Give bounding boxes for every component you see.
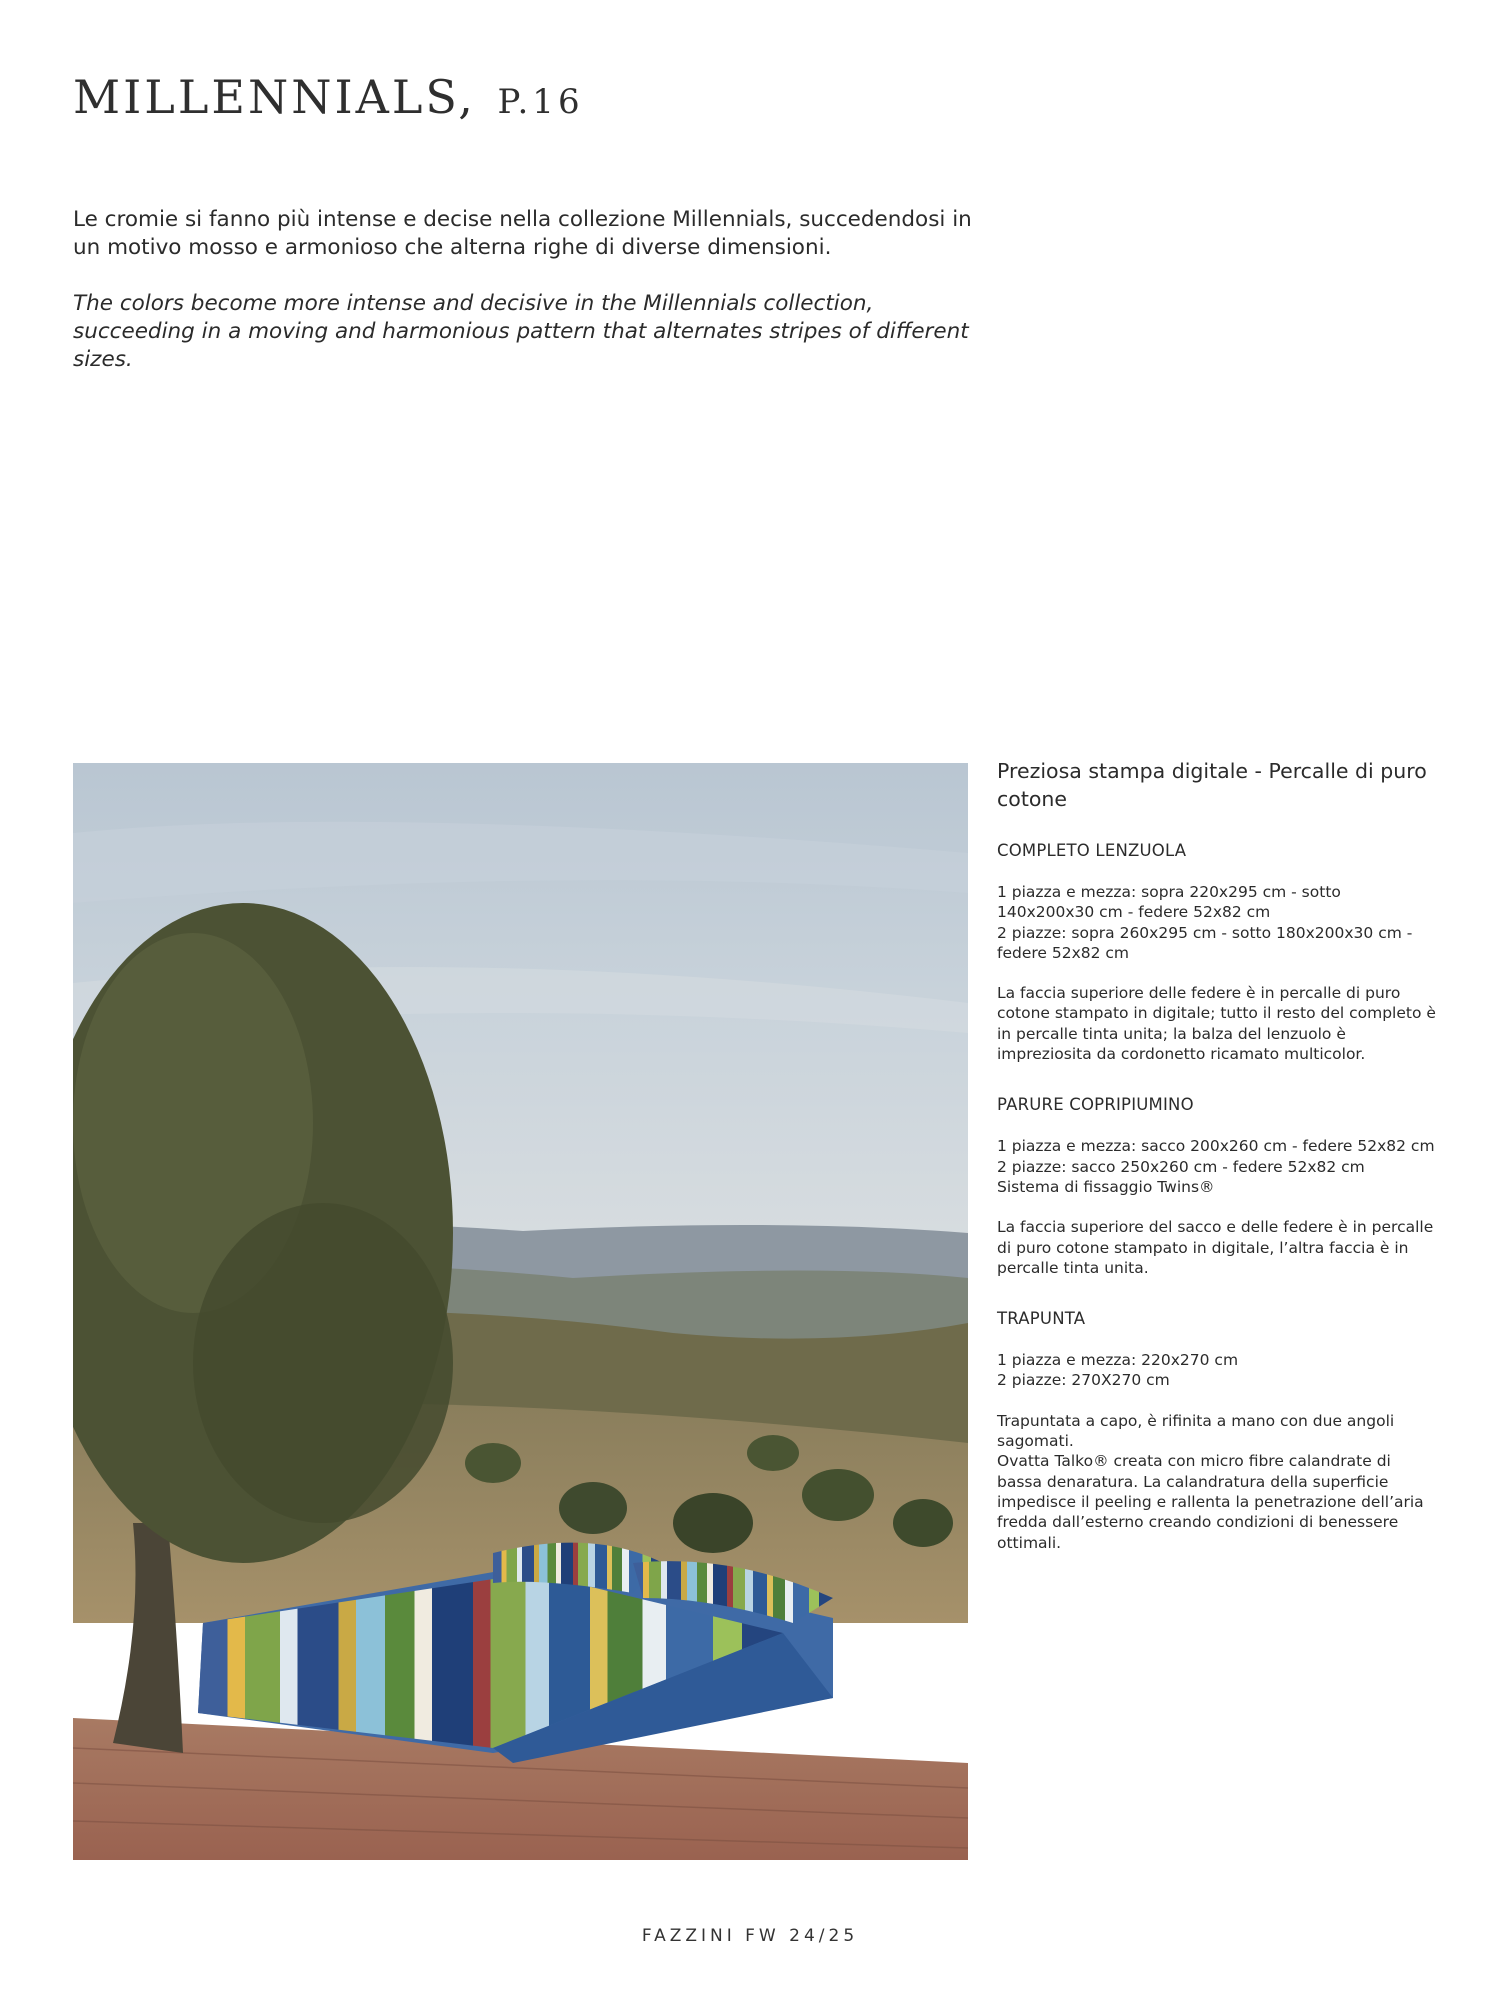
- duvet-set-sizes: [997, 1136, 1437, 1197]
- product-photo: [73, 763, 968, 1860]
- page-title: [73, 70, 584, 124]
- duvet-set-description: La faccia superiore del sacco e delle federe è in percalle di puro cotone stampato in digitale, l’altra faccia è in percalle tinta unita.: [997, 1218, 1434, 1277]
- intro-italian: Le cromie si fanno più intense e decise nella collezione Millennials, succedendosi in un motivo mosso e armonioso che alterna righe di diverse dimensioni.: [73, 207, 972, 260]
- fixing-system: Sistema di fissaggio Twins®: [997, 1177, 1215, 1196]
- quilt-padding: Ovatta Talko® creata con micro fibre calandrate di bassa denaratura. La calandratura della superficie impedisce il peeling e rallenta la penetrazione dell’aria fredda dall’esterno creando condizioni di benessere ottimali.: [997, 1452, 1424, 1552]
- size-line: 1 piazza e mezza: sacco 200x260 cm - federe 52x82 cm: [997, 1137, 1435, 1156]
- section-heading-duvet-set: PARURE COPRIPIUMINO: [997, 1095, 1194, 1115]
- section-heading-sheet-set: COMPLETO LENZUOLA: [997, 841, 1187, 860]
- size-line: 1 piazza e mezza: 220x270 cm: [997, 1351, 1239, 1370]
- size-line: 2 piazze: sopra 260x295 cm - sotto 180x200x30 cm - federe 52x82 cm: [997, 923, 1413, 962]
- quilt-finish: Trapuntata a capo, è rifinita a mano con due angoli sagomati.: [997, 1411, 1395, 1451]
- quilt-sizes: [997, 1350, 1437, 1391]
- product-lead: Preziosa stampa digitale - Percalle di puro cotone: [997, 759, 1427, 811]
- product-specifications: [997, 757, 1437, 1573]
- sheet-set-sizes: [997, 882, 1437, 963]
- intro-text: [73, 206, 973, 374]
- footer-catalog-label: FAZZINI FW 24/25: [641, 1926, 859, 1946]
- size-line: 2 piazze: sacco 250x260 cm - federe 52x82 cm: [997, 1157, 1365, 1176]
- bed-in-landscape-image: [73, 763, 968, 1860]
- section-heading-quilt: TRAPUNTA: [997, 1309, 1086, 1329]
- sheet-set-description: La faccia superiore delle federe è in percalle di puro cotone stampato in digitale; tutto il resto del completo è in percalle tinta unita; la balza del lenzuolo è impreziosita da cordonetto ricamato multicolor.: [997, 984, 1436, 1064]
- quilt-description: [997, 1411, 1437, 1553]
- intro-english: The colors become more intense and decisive in the Millennials collection, succeeding in a moving and harmonious pattern that alternates stripes of different sizes.: [73, 291, 969, 372]
- page-number: P.16: [497, 82, 584, 122]
- size-line: 2 piazze: 270X270 cm: [997, 1371, 1170, 1390]
- size-line: 1 piazza e mezza: sopra 220x295 cm - sotto 140x200x30 cm - federe 52x82 cm: [997, 883, 1341, 922]
- collection-name: MILLENNIALS,: [73, 70, 476, 124]
